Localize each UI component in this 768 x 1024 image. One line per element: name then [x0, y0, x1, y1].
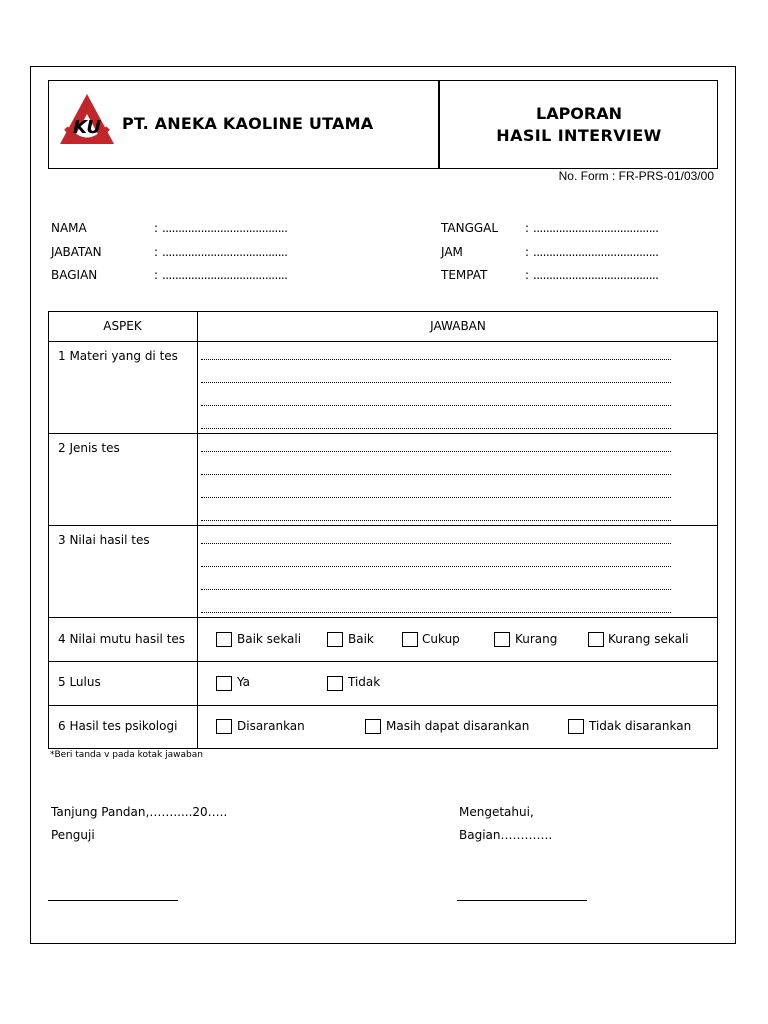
- company-logo: [58, 92, 116, 150]
- form-number: No. Form : FR-PRS-01/03/00: [558, 169, 714, 183]
- answer-line[interactable]: [201, 474, 671, 475]
- info-label-nama: NAMA: [51, 221, 87, 235]
- info-label-tanggal: TANGGAL: [441, 221, 499, 235]
- checkbox-tidak[interactable]: [327, 676, 343, 691]
- option-label: Baik sekali: [237, 632, 302, 646]
- option-label: Kurang sekali: [608, 632, 689, 646]
- column-header-jawaban: JAWABAN: [430, 319, 486, 333]
- signature-line-right: [457, 900, 587, 901]
- info-colon: :: [154, 245, 159, 259]
- report-title-line2: HASIL INTERVIEW: [496, 126, 662, 145]
- report-title-line1: LAPORAN: [536, 104, 622, 123]
- info-colon: :: [525, 268, 530, 282]
- checkbox-kurang-sekali[interactable]: [588, 632, 604, 647]
- column-header-aspek: ASPEK: [103, 319, 142, 333]
- table-column-divider: [197, 311, 198, 749]
- answer-line[interactable]: [201, 451, 671, 452]
- checkbox-cukup[interactable]: [402, 632, 418, 647]
- option-label: Baik: [348, 632, 374, 646]
- footnote: *Beri tanda v pada kotak jawaban: [50, 750, 203, 760]
- checkbox-tidak-disarankan[interactable]: [568, 719, 584, 734]
- signer-role-penguji: Penguji: [51, 828, 95, 842]
- aspect-label: 3 Nilai hasil tes: [58, 533, 150, 547]
- table-row-divider: [48, 525, 718, 526]
- option-label: Tidak disarankan: [589, 719, 692, 733]
- info-colon: :: [525, 221, 530, 235]
- info-label-tempat: TEMPAT: [441, 268, 488, 282]
- aspect-label: 1 Materi yang di tes: [58, 349, 178, 363]
- aspect-label: 4 Nilai mutu hasil tes: [58, 632, 186, 646]
- info-field-jabatan[interactable]: .......................................: [162, 245, 288, 259]
- answer-line[interactable]: [201, 428, 671, 429]
- checkbox-ya[interactable]: [216, 676, 232, 691]
- answer-line[interactable]: [201, 566, 671, 567]
- checkbox-baik[interactable]: [327, 632, 343, 647]
- aspect-label: 2 Jenis tes: [58, 441, 120, 455]
- option-label: Disarankan: [237, 719, 305, 733]
- info-colon: :: [154, 221, 159, 235]
- answer-line[interactable]: [201, 612, 671, 613]
- table-row-divider: [48, 433, 718, 434]
- answer-line[interactable]: [201, 405, 671, 406]
- answer-line[interactable]: [201, 382, 671, 383]
- answer-line[interactable]: [201, 543, 671, 544]
- checkbox-baik-sekali[interactable]: [216, 632, 232, 647]
- info-field-bagian[interactable]: .......................................: [162, 268, 288, 282]
- info-colon: :: [525, 245, 530, 259]
- option-label: Ya: [237, 675, 251, 689]
- info-field-tanggal[interactable]: .......................................: [533, 221, 659, 235]
- info-field-nama[interactable]: .......................................: [162, 221, 288, 235]
- answer-line[interactable]: [201, 589, 671, 590]
- info-label-jabatan: JABATAN: [51, 245, 102, 259]
- answer-line[interactable]: [201, 497, 671, 498]
- info-label-jam: JAM: [441, 245, 463, 259]
- checkbox-kurang[interactable]: [494, 632, 510, 647]
- option-label: Masih dapat disarankan: [386, 719, 530, 733]
- answer-line[interactable]: [201, 359, 671, 360]
- signer-role-bagian: Bagian………….: [459, 828, 553, 842]
- header-divider: [438, 80, 440, 169]
- aspect-label: 6 Hasil tes psikologi: [58, 719, 178, 733]
- table-row-divider: [48, 617, 718, 618]
- table-row-divider: [48, 341, 718, 342]
- option-label: Tidak: [348, 675, 381, 689]
- info-field-tempat[interactable]: .......................................: [533, 268, 659, 282]
- checkbox-disarankan[interactable]: [216, 719, 232, 734]
- interview-table: [48, 311, 718, 749]
- acknowledged-label: Mengetahui,: [459, 805, 534, 819]
- checkbox-masih-dapat-disarankan[interactable]: [365, 719, 381, 734]
- option-label: Kurang: [515, 632, 558, 646]
- info-colon: :: [154, 268, 159, 282]
- info-label-bagian: BAGIAN: [51, 268, 98, 282]
- signature-line-left: [48, 900, 178, 901]
- place-date: Tanjung Pandan,…….....20…..: [51, 805, 228, 819]
- option-label: Cukup: [422, 632, 460, 646]
- table-row-divider: [48, 705, 718, 706]
- aspect-label: 5 Lulus: [58, 675, 101, 689]
- company-name: PT. ANEKA KAOLINE UTAMA: [122, 114, 374, 133]
- logo-text: KU: [73, 117, 101, 138]
- table-row-divider: [48, 661, 718, 662]
- info-field-jam[interactable]: .......................................: [533, 245, 659, 259]
- answer-line[interactable]: [201, 520, 671, 521]
